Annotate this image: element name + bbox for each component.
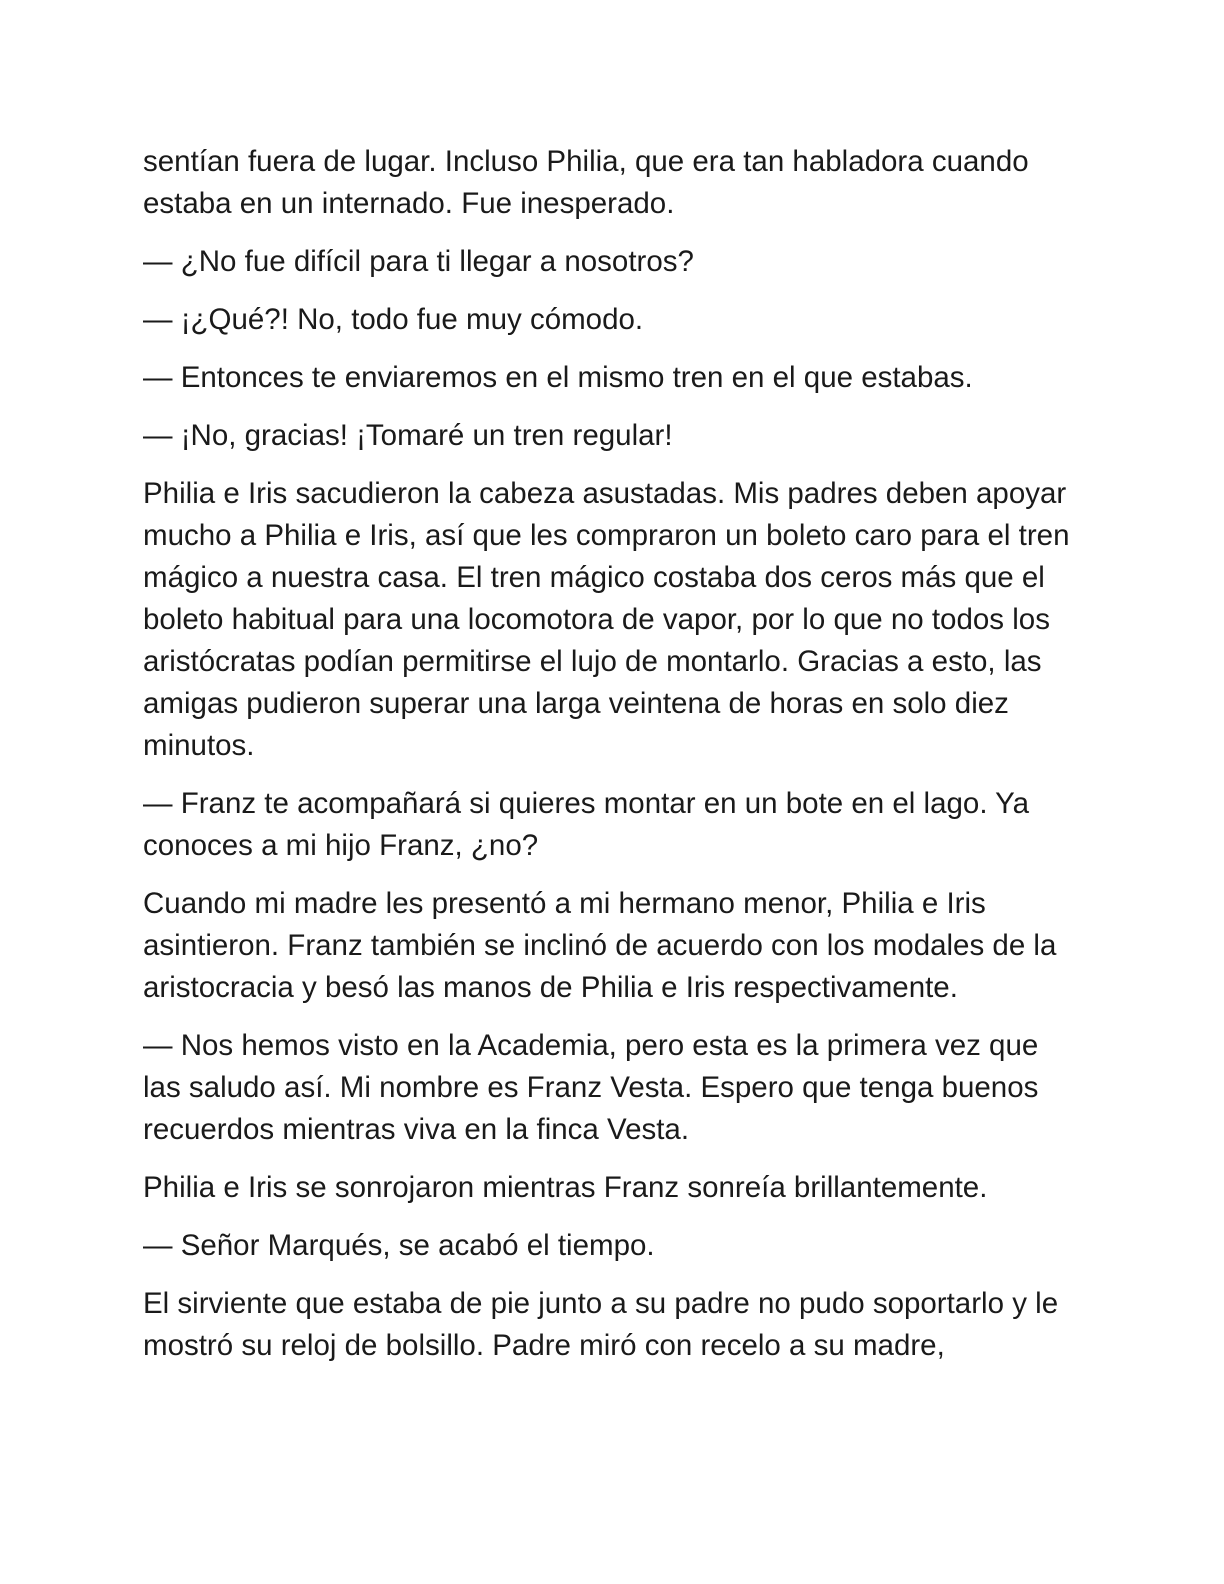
paragraph-1: sentían fuera de lugar. Incluso Philia, que era tan habladora cuando estaba en un internado. Fue inesperado. xyxy=(143,145,1029,220)
paragraph-8: Cuando mi madre les presentó a mi hermano menor, Philia e Iris asintieron. Franz también se inclinó de acuerdo con los modales de la aristocracia y besó las manos de Philia e Iris respectivamente. xyxy=(143,887,1057,1004)
document-page xyxy=(143,141,1083,1383)
paragraph-9: — Nos hemos visto en la Academia, pero esta es la primera vez que las saludo así. Mi nombre es Franz Vesta. Espero que tenga buenos recuerdos mientras viva en la finca Vesta. xyxy=(143,1029,1039,1146)
paragraph-5: — ¡No, gracias! ¡Tomaré un tren regular! xyxy=(143,419,673,452)
paragraph-11: — Señor Marqués, se acabó el tiempo. xyxy=(143,1229,655,1262)
paragraph-10: Philia e Iris se sonrojaron mientras Franz sonreía brillantemente. xyxy=(143,1171,988,1204)
paragraph-12: El sirviente que estaba de pie junto a su padre no pudo soportarlo y le mostró su reloj de bolsillo. Padre miró con recelo a su madre, xyxy=(143,1287,1059,1362)
paragraph-7: — Franz te acompañará si quieres montar en un bote en el lago. Ya conoces a mi hijo Franz, ¿no? xyxy=(143,787,1030,862)
paragraph-4: — Entonces te enviaremos en el mismo tren en el que estabas. xyxy=(143,361,973,394)
paragraph-2: — ¿No fue difícil para ti llegar a nosotros? xyxy=(143,245,694,278)
paragraph-3: — ¡¿Qué?! No, todo fue muy cómodo. xyxy=(143,303,644,336)
paragraph-6: Philia e Iris sacudieron la cabeza asustadas. Mis padres deben apoyar mucho a Philia e Iris, así que les compraron un boleto caro para el tren mágico a nuestra casa. El tren mágico costaba dos ceros más que el boleto habitual para una locomotora de vapor, por lo que no todos los aristócratas podían permitirse el lujo de montarlo. Gracias a esto, las amigas pudieron superar una larga veintena de horas en solo diez minutos. xyxy=(143,477,1070,762)
